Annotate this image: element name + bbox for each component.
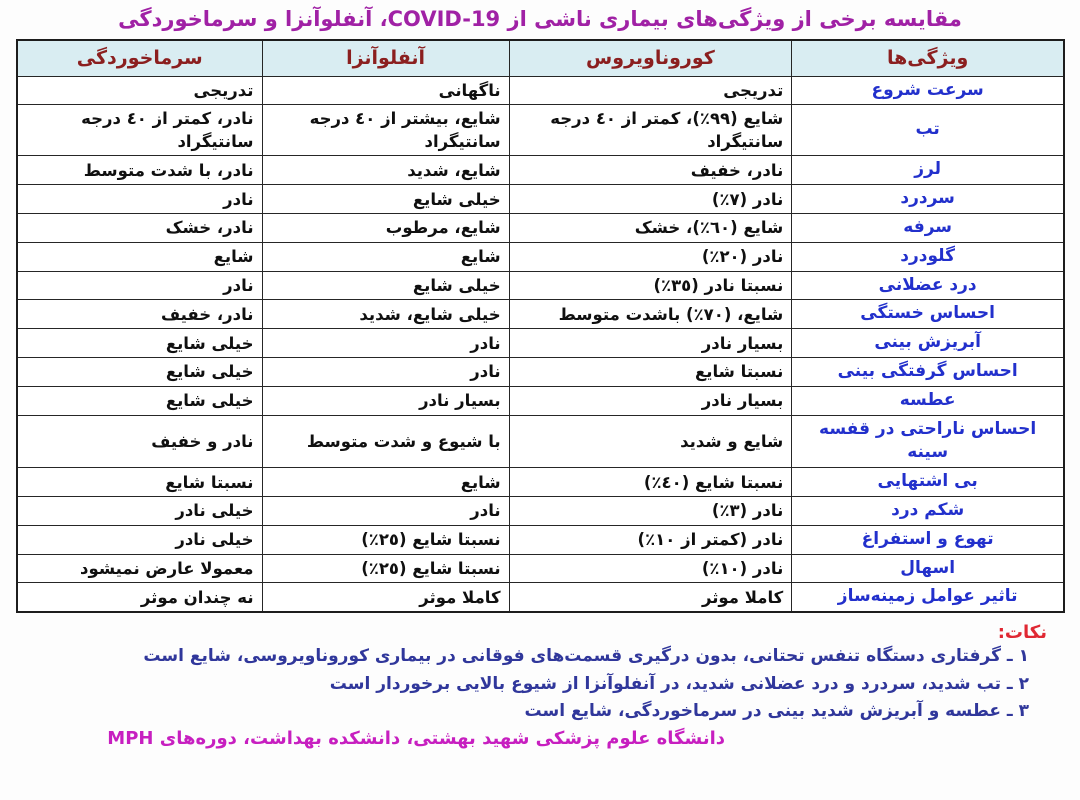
feature-cell: احساس خستگی xyxy=(792,300,1064,329)
flu-cell: شایع، شدید xyxy=(262,156,509,185)
flu-cell: خیلی شایع xyxy=(262,271,509,300)
cold-cell: تدریجی xyxy=(17,76,262,105)
flu-cell: شایع xyxy=(262,468,509,497)
feature-cell: لرز xyxy=(792,156,1064,185)
cold-cell: خیلی شایع xyxy=(17,386,262,415)
comparison-table xyxy=(16,39,1065,613)
table-row xyxy=(17,214,1064,243)
cold-cell: نادر، خشک xyxy=(17,214,262,243)
feature-cell: سرفه xyxy=(792,214,1064,243)
cold-cell: خیلی نادر xyxy=(17,525,262,554)
cold-cell: نادر و خفیف xyxy=(17,415,262,468)
corona-cell: شایع (٦٠٪)، خشک xyxy=(509,214,792,243)
flu-cell: نادر xyxy=(262,358,509,387)
table-row xyxy=(17,583,1064,612)
table-header-row xyxy=(17,40,1064,76)
flu-cell: نسبتا شایع (٢٥٪) xyxy=(262,525,509,554)
header-coronavirus: کوروناویروس xyxy=(509,40,792,76)
table-row xyxy=(17,386,1064,415)
flu-cell: با شیوع و شدت متوسط xyxy=(262,415,509,468)
table-row xyxy=(17,415,1064,468)
cold-cell: خیلی شایع xyxy=(17,358,262,387)
cold-cell: نه چندان موثر xyxy=(17,583,262,612)
cold-cell: خیلی نادر xyxy=(17,497,262,526)
notes-section xyxy=(15,622,1065,726)
notes-label: نکات: xyxy=(997,622,1047,644)
feature-cell: عطسه xyxy=(792,386,1064,415)
footer-credit: دانشگاه علوم پزشکی شهید بهشتی، دانشکده بهداشت، دوره‌های MPH xyxy=(107,727,725,749)
flu-cell: شایع، بیشتر از ٤٠ درجه سانتیگراد xyxy=(262,105,509,156)
table-row xyxy=(17,300,1064,329)
corona-cell: نادر (١٠٪) xyxy=(509,554,792,583)
feature-cell: تب xyxy=(792,105,1064,156)
table-row xyxy=(17,358,1064,387)
feature-cell: اسهال xyxy=(792,554,1064,583)
cold-cell: نادر xyxy=(17,185,262,214)
table-row xyxy=(17,525,1064,554)
flu-cell: خیلی شایع، شدید xyxy=(262,300,509,329)
feature-cell: سردرد xyxy=(792,185,1064,214)
corona-cell: شایع، (٧٠٪) باشدت متوسط xyxy=(509,300,792,329)
cold-cell: نادر، کمتر از ٤٠ درجه سانتیگراد xyxy=(17,105,262,156)
cold-cell: نادر، خفیف xyxy=(17,300,262,329)
table-row xyxy=(17,554,1064,583)
feature-cell: تهوع و استفراغ xyxy=(792,525,1064,554)
flu-cell: بسیار نادر xyxy=(262,386,509,415)
header-features: ویژگی‌ها xyxy=(792,40,1064,76)
corona-cell: نادر (٣٪) xyxy=(509,497,792,526)
flu-cell: شایع، مرطوب xyxy=(262,214,509,243)
feature-cell: بی اشتهایی xyxy=(792,468,1064,497)
note-item-3: ۳ ـ عطسه و آبریزش شدید بینی در سرماخوردگی، شایع است xyxy=(524,701,1029,722)
feature-cell: احساس ناراحتی در قفسه سینه xyxy=(792,415,1064,468)
cold-cell: نادر xyxy=(17,271,262,300)
table-row xyxy=(17,242,1064,271)
note-item-2: ۲ ـ تب شدید، سردرد و درد عضلانی شدید، در آنفلوآنزا از شیوع بالایی برخوردار است xyxy=(329,673,1029,694)
cold-cell: معمولا عارض نمیشود xyxy=(17,554,262,583)
corona-cell: نادر (٧٪) xyxy=(509,185,792,214)
cold-cell: نادر، با شدت متوسط xyxy=(17,156,262,185)
table-row xyxy=(17,329,1064,358)
corona-cell: نادر (٢٠٪) xyxy=(509,242,792,271)
corona-cell: تدریجی xyxy=(509,76,792,105)
corona-cell: نسبتا شایع (٤٠٪) xyxy=(509,468,792,497)
feature-cell: تاثیر عوامل زمینه‌ساز xyxy=(792,583,1064,612)
table-row xyxy=(17,105,1064,156)
corona-cell: نادر، خفیف xyxy=(509,156,792,185)
flu-cell: کاملا موثر xyxy=(262,583,509,612)
flu-cell: خیلی شایع xyxy=(262,185,509,214)
cold-cell: خیلی شایع xyxy=(17,329,262,358)
corona-cell: بسیار نادر xyxy=(509,329,792,358)
feature-cell: آبریزش بینی xyxy=(792,329,1064,358)
corona-cell: بسیار نادر xyxy=(509,386,792,415)
feature-cell: گلودرد xyxy=(792,242,1064,271)
feature-cell: درد عضلانی xyxy=(792,271,1064,300)
flu-cell: ناگهانی xyxy=(262,76,509,105)
header-cold: سرماخوردگی xyxy=(17,40,262,76)
corona-cell: شایع و شدید xyxy=(509,415,792,468)
table-row xyxy=(17,271,1064,300)
feature-cell: احساس گرفتگی بینی xyxy=(792,358,1064,387)
note-item-1: ۱ ـ گرفتاری دستگاه تنفس تحتانی، بدون درگیری قسمت‌های فوقانی در بیماری کوروناویروسی، شایع است xyxy=(143,646,1029,667)
table-row xyxy=(17,185,1064,214)
flu-cell: شایع xyxy=(262,242,509,271)
header-influenza: آنفلوآنزا xyxy=(262,40,509,76)
flu-cell: نسبتا شایع (٢٥٪) xyxy=(262,554,509,583)
corona-cell: شایع (٩٩٪)، کمتر از ٤٠ درجه سانتیگراد xyxy=(509,105,792,156)
flu-cell: نادر xyxy=(262,329,509,358)
cold-cell: شایع xyxy=(17,242,262,271)
feature-cell: شکم درد xyxy=(792,497,1064,526)
table-row xyxy=(17,76,1064,105)
corona-cell: کاملا موثر xyxy=(509,583,792,612)
table-row xyxy=(17,156,1064,185)
corona-cell: نسبتا شایع xyxy=(509,358,792,387)
page-title: مقایسه برخی از ویژگی‌های بیماری ناشی از COVID-19، آنفلوآنزا و سرماخوردگی xyxy=(118,7,962,31)
table-row xyxy=(17,497,1064,526)
feature-cell: سرعت شروع xyxy=(792,76,1064,105)
flu-cell: نادر xyxy=(262,497,509,526)
corona-cell: نسبتا نادر (٣٥٪) xyxy=(509,271,792,300)
corona-cell: نادر (کمتر از ١٠٪) xyxy=(509,525,792,554)
table-row xyxy=(17,468,1064,497)
cold-cell: نسبتا شایع xyxy=(17,468,262,497)
